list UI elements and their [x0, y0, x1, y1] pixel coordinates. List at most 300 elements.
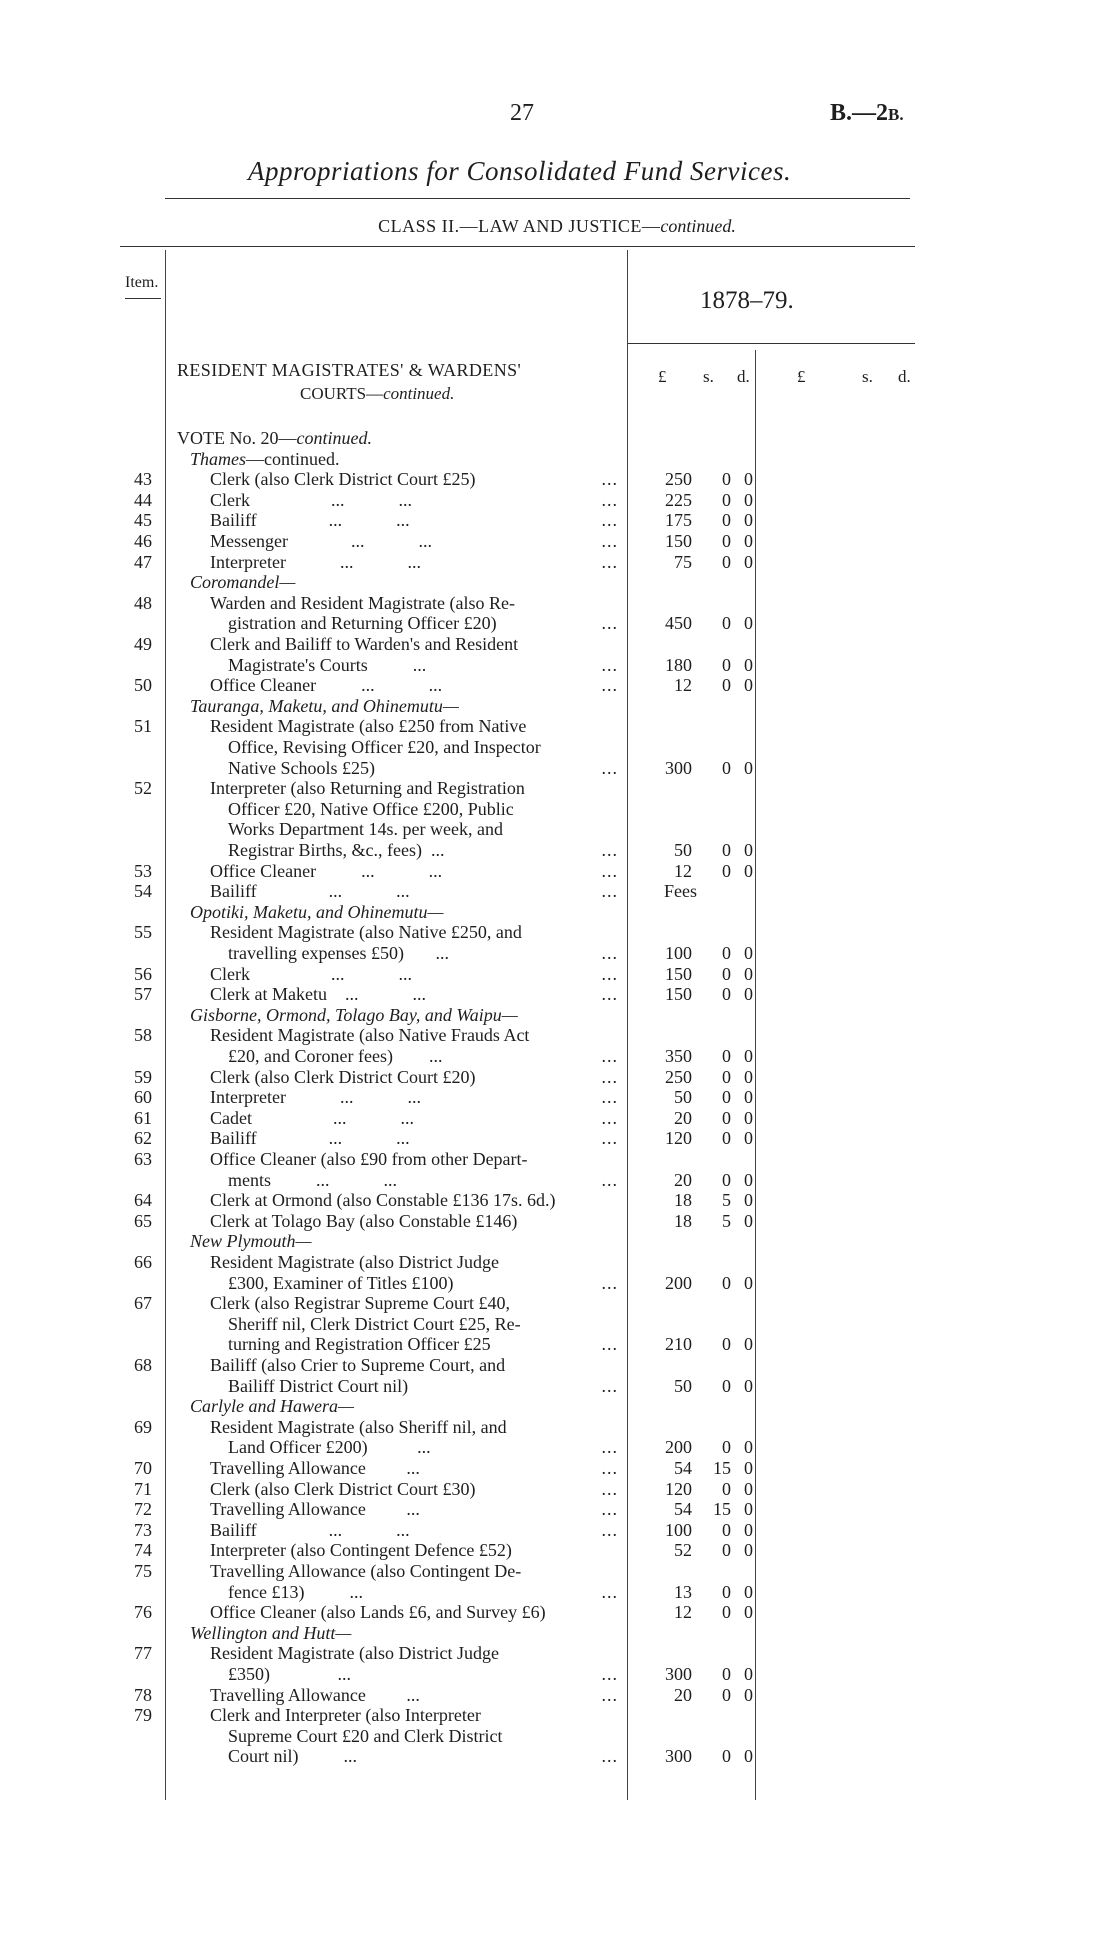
item-description: Resident Magistrate (also Native Frauds Act — [210, 1025, 530, 1046]
item-description: Office Cleaner ... ... — [210, 860, 443, 881]
dot-leader: ... — [601, 860, 618, 881]
amount-shillings: 0 — [722, 1437, 731, 1458]
item-description: Office Cleaner (also Lands £6, and Survey £6) — [210, 1602, 546, 1623]
item-number: 73 — [134, 1519, 152, 1540]
amount-shillings: 0 — [722, 1272, 731, 1293]
item-description: Supreme Court £20 and Clerk District — [228, 1725, 503, 1746]
dot-leader: ... — [601, 1169, 618, 1190]
item-description: Bailiff ... ... — [210, 881, 410, 902]
doc-ref-suffix: B. — [888, 105, 904, 124]
amount-pence: 0 — [744, 1087, 753, 1108]
top-rule — [165, 198, 910, 199]
currency-shillings-1: s. — [703, 367, 714, 386]
table-row — [0, 1025, 1114, 1046]
item-description: Clerk ... ... — [210, 489, 412, 510]
subheading-italic: continued. — [296, 428, 372, 448]
item-number: 55 — [134, 922, 152, 943]
table-row — [0, 758, 1114, 779]
item-header-rule — [125, 298, 161, 299]
dot-leader: ... — [601, 963, 618, 984]
amount-pounds: 50 — [674, 1375, 692, 1396]
amount-shillings: 0 — [722, 984, 731, 1005]
amount-pounds: 150 — [665, 963, 692, 984]
dot-leader: ... — [601, 1499, 618, 1520]
amount-shillings: 15 — [713, 1458, 731, 1478]
amount-shillings: 0 — [722, 1519, 731, 1540]
amount-shillings: 0 — [722, 1478, 731, 1499]
amount-shillings: 0 — [722, 654, 731, 675]
item-description: Officer £20, Native Office £200, Public — [228, 798, 514, 819]
table-row — [0, 1376, 1114, 1397]
table-row — [0, 490, 1114, 511]
item-number: 72 — [134, 1499, 152, 1520]
amount-pounds: 18 — [674, 1210, 692, 1231]
dot-leader: ... — [601, 984, 618, 1005]
table-row — [0, 737, 1114, 758]
subheading-italic: Coromandel— — [190, 572, 296, 593]
amount-pounds: 54 — [674, 1458, 692, 1478]
section-heading: RESIDENT MAGISTRATES' & WARDENS' — [177, 360, 522, 380]
document-reference — [830, 100, 904, 127]
amount-pounds: 300 — [665, 757, 692, 778]
table-row — [0, 1314, 1114, 1335]
subheading-row — [0, 1231, 1114, 1252]
amount-pence: 0 — [744, 1602, 753, 1623]
dot-leader: ... — [601, 1272, 618, 1293]
item-number: 60 — [134, 1087, 152, 1108]
item-number: 71 — [134, 1478, 152, 1499]
amount-pence: 0 — [744, 531, 753, 551]
amount-pence: 0 — [744, 654, 753, 675]
dot-leader: ... — [601, 1128, 618, 1149]
amount-pence: 0 — [744, 1684, 753, 1705]
item-description: Travelling Allowance ... — [210, 1684, 420, 1705]
subheading-row — [0, 1623, 1114, 1644]
table-row — [0, 861, 1114, 882]
item-number: 63 — [134, 1149, 152, 1169]
class-heading — [0, 216, 1114, 237]
item-description: gistration and Returning Officer £20) — [228, 613, 497, 634]
table-top-rule — [120, 246, 915, 247]
item-description: Registrar Births, &c., fees) ... — [228, 840, 445, 860]
table-row — [0, 469, 1114, 490]
item-number: 77 — [134, 1643, 152, 1664]
amount-shillings: 5 — [722, 1190, 731, 1211]
item-description: Messenger ... ... — [210, 531, 432, 551]
item-number: 67 — [134, 1293, 152, 1314]
dot-leader: ... — [601, 1087, 618, 1108]
amount-pounds: 150 — [665, 531, 692, 551]
item-description: Clerk (also Clerk District Court £30) — [210, 1478, 476, 1499]
amount-shillings: 0 — [722, 1375, 731, 1396]
dot-leader: ... — [601, 1746, 618, 1767]
subheading-text — [190, 696, 459, 717]
currency-pounds-2: £ — [797, 367, 806, 386]
dot-leader: ... — [601, 613, 618, 634]
amount-pounds: 12 — [674, 860, 692, 881]
amount-shillings: 0 — [722, 1746, 731, 1767]
table-row — [0, 531, 1114, 552]
table-row — [0, 716, 1114, 737]
table-row — [0, 510, 1114, 531]
amount-pounds: 20 — [674, 1107, 692, 1128]
amount-shillings: 0 — [722, 510, 731, 531]
item-description: Clerk (also Clerk District Court £25) — [210, 469, 476, 490]
item-description: Clerk and Bailiff to Warden's and Resident — [210, 634, 519, 654]
amount-shillings: 0 — [722, 963, 731, 984]
table-row — [0, 1273, 1114, 1294]
table-row — [0, 1664, 1114, 1685]
table-row — [0, 964, 1114, 985]
class-heading-text: CLASS II.—LAW AND JUSTICE— — [378, 216, 661, 236]
item-description: Sheriff nil, Clerk District Court £25, Re- — [228, 1313, 521, 1334]
table-row — [0, 1643, 1114, 1664]
dot-leader: ... — [601, 469, 618, 490]
table-row — [0, 1108, 1114, 1129]
amount-pence: 0 — [744, 1478, 753, 1499]
amount-pounds: 52 — [674, 1540, 692, 1561]
table-row — [0, 1334, 1114, 1355]
table-row — [0, 1293, 1114, 1314]
item-description: Resident Magistrate (also Sheriff nil, and — [210, 1416, 507, 1437]
item-description: Bailiff ... ... — [210, 1519, 410, 1540]
dot-leader: ... — [601, 1458, 618, 1478]
amount-pence: 0 — [744, 757, 753, 778]
amount-pence: 0 — [744, 1066, 753, 1087]
item-number: 54 — [134, 881, 152, 902]
dot-leader: ... — [601, 881, 618, 902]
item-number: 47 — [134, 551, 152, 572]
subheading-text — [190, 902, 443, 923]
amount-pence: 0 — [744, 1746, 753, 1767]
table-row — [0, 1726, 1114, 1747]
amount-fees: Fees — [664, 881, 697, 902]
subheading-italic: Gisborne, Ormond, Tolago Bay, and Waipu— — [190, 1004, 518, 1025]
amount-pence: 0 — [744, 984, 753, 1005]
item-number: 48 — [134, 592, 152, 613]
subheading-tail: —continued. — [246, 448, 340, 469]
class-heading-cont: continued. — [660, 216, 736, 236]
item-description: Bailiff ... ... — [210, 1128, 410, 1149]
table-row — [0, 634, 1114, 655]
item-description: travelling expenses £50) ... — [228, 943, 449, 963]
table-row — [0, 943, 1114, 964]
table-row — [0, 1067, 1114, 1088]
item-description: Warden and Resident Magistrate (also Re- — [210, 592, 515, 613]
item-description: Travelling Allowance (also Contingent De- — [210, 1561, 522, 1581]
subheading-row — [0, 572, 1114, 593]
item-number: 43 — [134, 469, 152, 490]
dot-leader: ... — [601, 943, 618, 963]
amount-pence: 0 — [744, 1540, 753, 1561]
dot-leader: ... — [601, 1375, 618, 1396]
amount-shillings: 0 — [722, 469, 731, 490]
dot-leader: ... — [601, 757, 618, 778]
table-row — [0, 1582, 1114, 1603]
amount-pounds: 13 — [674, 1581, 692, 1602]
amount-pence: 0 — [744, 1519, 753, 1540]
amount-pounds: 150 — [665, 984, 692, 1005]
amount-shillings: 0 — [722, 1066, 731, 1087]
table-row — [0, 1170, 1114, 1191]
subheading-row — [0, 696, 1114, 717]
table-row — [0, 1190, 1114, 1211]
item-number: 59 — [134, 1066, 152, 1087]
table-row — [0, 552, 1114, 573]
table-row — [0, 655, 1114, 676]
subheading-italic: New Plymouth— — [190, 1231, 312, 1252]
table-row — [0, 1561, 1114, 1582]
subheading-italic: Carlyle and Hawera— — [190, 1396, 354, 1417]
amount-pounds: 300 — [665, 1746, 692, 1767]
table-row — [0, 593, 1114, 614]
table-row — [0, 1355, 1114, 1376]
amount-pounds: 250 — [665, 1066, 692, 1087]
item-number: 75 — [134, 1561, 152, 1581]
amount-pence: 0 — [744, 551, 753, 572]
table-row — [0, 922, 1114, 943]
amount-pence: 0 — [744, 1046, 753, 1066]
amount-pounds: 50 — [674, 1087, 692, 1108]
subheading-text — [190, 1623, 351, 1644]
item-number: 62 — [134, 1128, 152, 1149]
amount-pence: 0 — [744, 1334, 753, 1355]
item-description: Clerk (also Clerk District Court £20) — [210, 1066, 476, 1087]
item-number: 56 — [134, 963, 152, 984]
amount-pence: 0 — [744, 510, 753, 531]
table-row — [0, 1705, 1114, 1726]
amount-shillings: 0 — [722, 1540, 731, 1561]
item-description: Office, Revising Officer £20, and Inspector — [228, 737, 541, 757]
item-number: 61 — [134, 1107, 152, 1128]
currency-shillings-2: s. — [862, 367, 873, 386]
amount-pence: 0 — [744, 489, 753, 510]
item-number: 53 — [134, 860, 152, 881]
dot-leader: ... — [601, 489, 618, 510]
amount-shillings: 0 — [722, 613, 731, 634]
currency-pence-2: d. — [898, 367, 911, 386]
table-row — [0, 819, 1114, 840]
amount-pence: 0 — [744, 675, 753, 696]
amount-pounds: 20 — [674, 1169, 692, 1190]
year-column-header: 1878–79. — [700, 287, 794, 314]
dot-leader: ... — [601, 1684, 618, 1705]
item-description: Interpreter (also Contingent Defence £52) — [210, 1540, 512, 1561]
item-number: 65 — [134, 1210, 152, 1231]
table-row — [0, 1479, 1114, 1500]
amount-pounds: 120 — [665, 1128, 692, 1149]
amount-pence: 0 — [744, 1169, 753, 1190]
amount-pence: 0 — [744, 963, 753, 984]
amount-pounds: 100 — [665, 1519, 692, 1540]
dot-leader: ... — [601, 510, 618, 531]
dot-leader: ... — [601, 1519, 618, 1540]
year-header-rule — [627, 343, 915, 344]
item-column-header: Item. — [125, 274, 159, 291]
amount-pounds: 175 — [665, 510, 692, 531]
dot-leader: ... — [601, 654, 618, 675]
subheading-row — [0, 449, 1114, 470]
amount-shillings: 0 — [722, 551, 731, 572]
currency-pence-1: d. — [737, 367, 750, 386]
amount-shillings: 5 — [722, 1210, 731, 1231]
item-description: Clerk at Maketu ... ... — [210, 984, 426, 1005]
item-description: Interpreter (also Returning and Registration — [210, 778, 525, 799]
amount-pounds: 12 — [674, 675, 692, 696]
amount-pence: 0 — [744, 1664, 753, 1684]
amount-pence: 0 — [744, 613, 753, 634]
item-number: 44 — [134, 489, 152, 510]
table-row — [0, 840, 1114, 861]
item-description: Land Officer £200) ... — [228, 1437, 431, 1458]
amount-pounds: 300 — [665, 1664, 692, 1684]
item-number: 58 — [134, 1025, 152, 1046]
item-description: fence £13) ... — [228, 1581, 363, 1602]
table-row — [0, 1046, 1114, 1067]
item-number: 50 — [134, 675, 152, 696]
currency-pounds-1: £ — [658, 367, 667, 386]
amount-shillings: 0 — [722, 1581, 731, 1602]
item-number: 46 — [134, 531, 152, 551]
item-number: 66 — [134, 1252, 152, 1272]
table-row — [0, 1520, 1114, 1541]
table-row — [0, 984, 1114, 1005]
amount-pence: 0 — [744, 1437, 753, 1458]
amount-shillings: 0 — [722, 531, 731, 551]
item-description: Interpreter ... ... — [210, 551, 421, 572]
item-description: £300, Examiner of Titles £100) — [228, 1272, 454, 1293]
amount-shillings: 0 — [722, 1664, 731, 1684]
table-row — [0, 1746, 1114, 1767]
dot-leader: ... — [601, 1046, 618, 1066]
item-description: Bailiff (also Crier to Supreme Court, and — [210, 1355, 506, 1375]
amount-pounds: 18 — [674, 1190, 692, 1211]
item-number: 51 — [134, 716, 152, 737]
amount-pence: 0 — [744, 1272, 753, 1293]
amount-pounds: 100 — [665, 943, 692, 963]
item-description: Bailiff District Court nil) — [228, 1375, 409, 1396]
subheading-row — [0, 1005, 1114, 1026]
subheading-row — [0, 1396, 1114, 1417]
amount-pounds: 200 — [665, 1437, 692, 1458]
table-row — [0, 1540, 1114, 1561]
dot-leader: ... — [601, 1066, 618, 1087]
item-description: Clerk and Interpreter (also Interpreter — [210, 1705, 481, 1726]
amount-pounds: 50 — [674, 840, 692, 860]
subheading-italic: Wellington and Hutt— — [190, 1622, 352, 1643]
amount-shillings: 0 — [722, 860, 731, 881]
amount-shillings: 15 — [713, 1499, 731, 1520]
amount-pounds: 225 — [665, 489, 692, 510]
dot-leader: ... — [601, 1107, 618, 1128]
subheading-text — [177, 428, 372, 449]
subheading-text — [190, 1231, 312, 1252]
amount-pence: 0 — [744, 1581, 753, 1602]
subheading-italic: Opotiki, Maketu, and Ohinemutu— — [190, 901, 444, 922]
subheading-label: VOTE No. 20— — [177, 428, 297, 448]
item-description: Clerk ... ... — [210, 963, 412, 984]
item-description: Works Department 14s. per week, and — [228, 819, 503, 840]
doc-ref-main: B.—2 — [830, 100, 889, 126]
amount-pence: 0 — [744, 1210, 753, 1231]
table-row — [0, 1252, 1114, 1273]
item-number: 52 — [134, 778, 152, 799]
item-description: Resident Magistrate (also District Judge — [210, 1252, 499, 1272]
table-row — [0, 1128, 1114, 1149]
item-description: Travelling Allowance ... — [210, 1458, 420, 1478]
item-number: 57 — [134, 984, 152, 1005]
dot-leader: ... — [601, 840, 618, 860]
item-number: 79 — [134, 1705, 152, 1726]
item-number: 64 — [134, 1190, 152, 1211]
table-row — [0, 1437, 1114, 1458]
subheading-row — [0, 428, 1114, 449]
dot-leader: ... — [601, 531, 618, 551]
dot-leader: ... — [601, 551, 618, 572]
item-description: Office Cleaner ... ... — [210, 675, 443, 696]
item-description: Resident Magistrate (also Native £250, and — [210, 922, 522, 943]
item-number: 78 — [134, 1684, 152, 1705]
table-row — [0, 881, 1114, 902]
section-heading-line2: COURTS—continued. — [300, 384, 455, 403]
item-number: 68 — [134, 1355, 152, 1375]
item-description: Resident Magistrate (also £250 from Native — [210, 716, 527, 737]
amount-shillings: 0 — [722, 489, 731, 510]
item-description: Bailiff ... ... — [210, 510, 410, 531]
item-description: Magistrate's Courts ... — [228, 654, 427, 675]
item-number: 69 — [134, 1416, 152, 1437]
table-row — [0, 1602, 1114, 1623]
subheading-row — [0, 902, 1114, 923]
amount-pounds: 450 — [665, 613, 692, 634]
subheading-text — [190, 1396, 354, 1417]
amount-pence: 0 — [744, 1107, 753, 1128]
table-row — [0, 778, 1114, 799]
amount-pounds: 54 — [674, 1499, 692, 1520]
subheading-text — [190, 1005, 518, 1026]
amount-shillings: 0 — [722, 1087, 731, 1108]
amount-pounds: 20 — [674, 1684, 692, 1705]
amount-pounds: 250 — [665, 469, 692, 490]
amount-pounds: 75 — [674, 551, 692, 572]
amount-pounds: 350 — [665, 1046, 692, 1066]
item-description: Court nil) ... — [228, 1746, 357, 1767]
amount-pence: 0 — [744, 1458, 753, 1478]
amount-pounds: 200 — [665, 1272, 692, 1293]
item-description: Clerk at Ormond (also Constable £136 17s. 6d.) — [210, 1190, 556, 1211]
item-description: £20, and Coroner fees) ... — [228, 1046, 443, 1066]
table-row — [0, 1087, 1114, 1108]
amount-pence: 0 — [744, 469, 753, 490]
amount-pence: 0 — [744, 840, 753, 860]
dot-leader: ... — [601, 1581, 618, 1602]
item-description: Clerk at Tolago Bay (also Constable £146) — [210, 1210, 518, 1231]
item-description: turning and Registration Officer £25 — [228, 1334, 491, 1355]
amount-pence: 0 — [744, 943, 753, 963]
amount-pence: 0 — [744, 860, 753, 881]
table-row — [0, 1211, 1114, 1232]
subheading-text — [190, 572, 295, 593]
table-row — [0, 1417, 1114, 1438]
item-description: ments ... ... — [228, 1169, 397, 1190]
table-row — [0, 1685, 1114, 1706]
amount-pence: 0 — [744, 1375, 753, 1396]
item-number: 70 — [134, 1458, 152, 1478]
item-description: Travelling Allowance ... — [210, 1499, 420, 1520]
page-subtitle: Appropriations for Consolidated Fund Services. — [248, 156, 792, 186]
dot-leader: ... — [601, 1664, 618, 1684]
table-row — [0, 799, 1114, 820]
